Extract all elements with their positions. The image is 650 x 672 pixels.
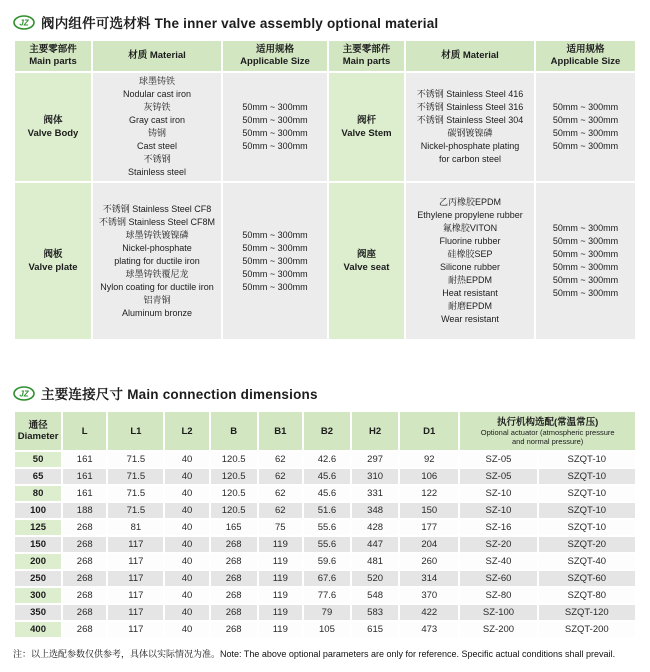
part-line: Valve seat [343, 262, 390, 273]
actuator-cell: SZ-200 [460, 622, 536, 637]
dimension-cell: 188 [63, 503, 106, 518]
diameter-cell: 50 [15, 452, 61, 467]
material-cell [406, 73, 534, 181]
material-line: 氟橡胶VITON [442, 223, 498, 233]
size-cell [536, 73, 635, 181]
size-line: 50mm ~ 300mm [242, 281, 308, 292]
material-line: 球墨铸铁镀镍磷 [125, 229, 189, 240]
material-line: Silicone rubber [439, 262, 501, 272]
material-line: Wear resistant [441, 314, 499, 324]
dimension-cell: 40 [165, 571, 208, 586]
dimension-cell: 161 [63, 452, 106, 467]
actuator-header-en: and normal pressure) [512, 436, 584, 446]
actuator-cell: SZ-10 [460, 486, 536, 501]
size-line: 50mm ~ 300mm [242, 102, 308, 112]
part-line: 阀板 [43, 249, 63, 260]
title-zh: 主要连接尺寸 [41, 387, 124, 402]
dimension-cell: 92 [400, 452, 458, 467]
dimension-cell: 268 [211, 622, 257, 637]
dimension-cell: 40 [165, 605, 208, 620]
header-H2: H2 [352, 412, 398, 450]
dimension-cell: 106 [400, 469, 458, 484]
material-line: 硅橡胶SEP [447, 249, 493, 259]
material-row-body-stem [15, 73, 635, 181]
dimension-cell: 447 [352, 537, 398, 552]
dimension-cell: 40 [165, 622, 208, 637]
actuator-cell: SZ-60 [460, 571, 536, 586]
diameter-cell: 80 [15, 486, 61, 501]
size-line: 50mm ~ 300mm [242, 128, 308, 138]
header-optional-actuator [460, 412, 635, 450]
header-line: 适用规格 [566, 44, 605, 55]
material-line: Heat resistant [442, 288, 498, 298]
part-line: Valve Body [27, 128, 79, 139]
part-line: 阀座 [356, 249, 376, 260]
diameter-cell: 350 [15, 605, 61, 620]
dimension-cell: 161 [63, 469, 106, 484]
dimension-cell: 55.6 [304, 537, 350, 552]
svg-text:JZ: JZ [19, 389, 29, 398]
dimension-cell: 122 [400, 486, 458, 501]
actuator-cell: SZQT-10 [539, 503, 635, 518]
dimension-cell: 119 [259, 537, 302, 552]
size-line: 50mm ~ 300mm [242, 115, 308, 125]
dimension-cell: 75 [259, 520, 302, 535]
header-L: L [63, 412, 106, 450]
material-line: Nickel-phosphate [122, 242, 192, 253]
dimension-row [15, 537, 635, 552]
inner-material-table [13, 39, 637, 341]
dimension-cell: 161 [63, 486, 106, 501]
actuator-cell: SZ-05 [460, 469, 536, 484]
material-line: 灰铸铁 [143, 102, 171, 112]
dimension-cell: 268 [211, 537, 257, 552]
header-main-parts [15, 41, 91, 71]
dimension-cell: 268 [211, 605, 257, 620]
dimension-cell: 268 [63, 588, 106, 603]
footer-note [13, 647, 637, 660]
header-material [406, 41, 534, 71]
dimension-cell: 40 [165, 486, 208, 501]
material-line: 碳钢镀镍磷 [447, 128, 493, 138]
dimension-row [15, 452, 635, 467]
actuator-cell: SZ-40 [460, 554, 536, 569]
actuator-cell: SZ-20 [460, 537, 536, 552]
header-line: 材质 Material [441, 50, 499, 61]
part-cell-valve-seat [329, 183, 404, 339]
actuator-header-en: Optional actuator (atmospheric pressure [480, 427, 615, 437]
dimension-cell: 67.6 [304, 571, 350, 586]
dimension-cell: 310 [352, 469, 398, 484]
material-table-header-row [15, 41, 635, 71]
dimension-cell: 583 [352, 605, 398, 620]
dimension-cell: 370 [400, 588, 458, 603]
actuator-cell: SZQT-20 [539, 537, 635, 552]
dimension-cell: 79 [304, 605, 350, 620]
dimension-cell: 40 [165, 554, 208, 569]
dimension-cell: 314 [400, 571, 458, 586]
material-line: 球墨铸铁覆尼龙 [125, 268, 189, 279]
material-cell [406, 183, 534, 339]
actuator-cell: SZQT-10 [539, 469, 635, 484]
size-line: 50mm ~ 300mm [552, 262, 619, 272]
section-spacer [13, 341, 637, 381]
dimension-cell: 268 [211, 571, 257, 586]
material-cell [93, 73, 221, 181]
header-B1: B1 [259, 412, 302, 450]
dimension-cell: 268 [63, 605, 106, 620]
dimension-cell: 105 [304, 622, 350, 637]
dimension-cell: 40 [165, 469, 208, 484]
dimension-cell: 40 [165, 452, 208, 467]
size-line: 50mm ~ 300mm [242, 268, 308, 279]
diameter-cell: 250 [15, 571, 61, 586]
title-zh: 阀内组件可选材料 [41, 16, 151, 31]
dimension-cell: 268 [63, 537, 106, 552]
actuator-cell: SZQT-60 [539, 571, 635, 586]
header-L2: L2 [165, 412, 208, 450]
title-en: Main connection dimensions [127, 387, 318, 402]
size-line: 50mm ~ 300mm [552, 223, 619, 233]
dimension-cell: 62 [259, 469, 302, 484]
footer-note-en: Note: The above optional parameters are only for reference. Specific actual conditions shall prevail. [220, 649, 616, 659]
actuator-cell: SZ-80 [460, 588, 536, 603]
material-line: 不锈钢 Stainless Steel 416 [416, 89, 524, 99]
material-line: Cast steel [136, 141, 178, 151]
dimension-cell: 77.6 [304, 588, 350, 603]
header-line: Main parts [342, 56, 391, 67]
header-main-parts [329, 41, 404, 71]
material-line: 不锈钢 Stainless Steel CF8 [102, 203, 212, 214]
header-line: Main parts [29, 56, 77, 67]
actuator-cell: SZ-100 [460, 605, 536, 620]
page-title-dimensions [41, 383, 318, 403]
dimension-cell: 117 [108, 571, 163, 586]
material-row-plate-seat [15, 183, 635, 339]
dimension-cell: 45.6 [304, 469, 350, 484]
header-line: 通径 [28, 420, 48, 431]
material-line: 乙丙橡胶EPDM [438, 197, 501, 207]
actuator-cell: SZQT-80 [539, 588, 635, 603]
actuator-cell: SZ-16 [460, 520, 536, 535]
section1-title [13, 12, 637, 32]
material-line: 不锈钢 Stainless Steel 304 [416, 115, 524, 125]
actuator-cell: SZQT-10 [539, 486, 635, 501]
material-line: 铝青铜 [143, 294, 171, 305]
actuator-cell: SZQT-10 [539, 452, 635, 467]
dimension-cell: 117 [108, 537, 163, 552]
diameter-cell: 150 [15, 537, 61, 552]
header-diameter [15, 412, 61, 450]
dimension-row [15, 486, 635, 501]
dimension-cell: 55.6 [304, 520, 350, 535]
title-en: The inner valve assembly optional material [154, 16, 439, 31]
dimension-cell: 42.6 [304, 452, 350, 467]
dimensions-header-row [15, 412, 635, 450]
dimension-row [15, 469, 635, 484]
section2-title [13, 383, 637, 403]
dimension-cell: 520 [352, 571, 398, 586]
dimension-row [15, 503, 635, 518]
dimension-cell: 40 [165, 520, 208, 535]
actuator-cell: SZQT-40 [539, 554, 635, 569]
material-line: Ethylene propylene rubber [417, 210, 523, 220]
size-line: 50mm ~ 300mm [242, 255, 308, 266]
part-line: 阀体 [43, 115, 63, 126]
part-line: Valve Stem [341, 128, 392, 139]
dimension-cell: 40 [165, 588, 208, 603]
brand-logo-icon [13, 386, 35, 401]
dimension-cell: 297 [352, 452, 398, 467]
actuator-cell: SZQT-10 [539, 520, 635, 535]
footer-note-zh: 注：以上选配参数仅供参考，具体以实际情况为准。 [13, 649, 221, 659]
header-applicable-size [536, 41, 635, 71]
dimension-cell: 165 [211, 520, 257, 535]
header-line: Applicable Size [240, 56, 310, 67]
page-title-materials [41, 12, 438, 32]
material-line: 耐磨EPDM [447, 301, 492, 311]
dimension-cell: 119 [259, 571, 302, 586]
material-line: Nylon coating for ductile iron [100, 281, 214, 292]
dimension-cell: 268 [211, 554, 257, 569]
svg-text:JZ: JZ [19, 18, 29, 27]
material-line: 耐热EPDM [447, 275, 492, 285]
size-line: 50mm ~ 300mm [552, 249, 619, 259]
header-line: Applicable Size [550, 56, 621, 67]
material-line: Aluminum bronze [121, 307, 193, 318]
actuator-cell: SZ-10 [460, 503, 536, 518]
size-line: 50mm ~ 300mm [552, 288, 619, 298]
dimension-row [15, 588, 635, 603]
size-line: 50mm ~ 300mm [552, 275, 619, 285]
dimension-cell: 481 [352, 554, 398, 569]
dimension-cell: 615 [352, 622, 398, 637]
size-line: 50mm ~ 300mm [242, 242, 308, 253]
dimension-cell: 204 [400, 537, 458, 552]
material-line: 铸钢 [147, 128, 166, 138]
brand-logo-icon [13, 15, 35, 30]
dimension-cell: 428 [352, 520, 398, 535]
dimension-cell: 62 [259, 452, 302, 467]
dimension-cell: 268 [211, 588, 257, 603]
header-line: 材质 Material [128, 50, 186, 61]
dimension-row [15, 520, 635, 535]
material-line: plating for ductile iron [114, 255, 200, 266]
material-line: Nodular cast iron [122, 89, 192, 99]
dimension-cell: 177 [400, 520, 458, 535]
dimension-cell: 268 [63, 622, 106, 637]
size-line: 50mm ~ 300mm [552, 128, 619, 138]
dimension-cell: 120.5 [211, 452, 257, 467]
part-cell-valve-body [15, 73, 91, 181]
dimension-cell: 348 [352, 503, 398, 518]
diameter-cell: 200 [15, 554, 61, 569]
size-line: 50mm ~ 300mm [552, 236, 619, 246]
size-line: 50mm ~ 300mm [242, 141, 308, 151]
size-line: 50mm ~ 300mm [552, 115, 619, 125]
dimension-cell: 71.5 [108, 469, 163, 484]
dimension-cell: 548 [352, 588, 398, 603]
material-line: Stainless steel [127, 167, 187, 177]
actuator-header-zh: 执行机构选配(常温常压) [497, 416, 599, 428]
dimension-cell: 268 [63, 571, 106, 586]
part-line: Valve plate [28, 262, 78, 273]
dimension-cell: 422 [400, 605, 458, 620]
dimension-cell: 331 [352, 486, 398, 501]
size-line: 50mm ~ 300mm [552, 141, 619, 151]
dimension-cell: 119 [259, 554, 302, 569]
actuator-cell: SZ-05 [460, 452, 536, 467]
connection-dimensions-table [13, 410, 637, 639]
header-line: 主要零部件 [29, 44, 77, 55]
part-cell-valve-stem [329, 73, 404, 181]
dimension-cell: 117 [108, 554, 163, 569]
dimension-cell: 62 [259, 503, 302, 518]
dimension-cell: 120.5 [211, 486, 257, 501]
dimension-cell: 71.5 [108, 486, 163, 501]
dimension-cell: 120.5 [211, 503, 257, 518]
part-line: 阀杆 [356, 115, 376, 126]
header-line: 适用规格 [255, 44, 294, 55]
dimension-row [15, 571, 635, 586]
material-line: 不锈钢 [143, 154, 171, 164]
dimension-cell: 117 [108, 622, 163, 637]
diameter-cell: 300 [15, 588, 61, 603]
diameter-cell: 100 [15, 503, 61, 518]
dimension-cell: 81 [108, 520, 163, 535]
dimension-cell: 260 [400, 554, 458, 569]
material-line: 不锈钢 Stainless Steel CF8M [98, 216, 216, 227]
dimension-cell: 117 [108, 605, 163, 620]
size-line: 50mm ~ 300mm [552, 102, 619, 112]
header-B2: B2 [304, 412, 350, 450]
size-cell [536, 183, 635, 339]
size-cell [223, 73, 327, 181]
dimension-cell: 150 [400, 503, 458, 518]
dimension-cell: 117 [108, 588, 163, 603]
dimension-cell: 40 [165, 537, 208, 552]
header-L1: L1 [108, 412, 163, 450]
size-line: 50mm ~ 300mm [242, 229, 308, 240]
dimensions-table-body [15, 452, 635, 637]
header-line: 主要零部件 [342, 44, 391, 55]
actuator-cell: SZQT-120 [539, 605, 635, 620]
dimension-cell: 268 [63, 554, 106, 569]
dimension-cell: 473 [400, 622, 458, 637]
part-cell-valve-plate [15, 183, 91, 339]
header-line: Diameter [17, 431, 59, 442]
header-B: B [211, 412, 257, 450]
diameter-cell: 65 [15, 469, 61, 484]
dimension-cell: 71.5 [108, 452, 163, 467]
dimension-cell: 119 [259, 605, 302, 620]
material-line: Gray cast iron [128, 115, 186, 125]
header-D1: D1 [400, 412, 458, 450]
diameter-cell: 400 [15, 622, 61, 637]
dimension-cell: 71.5 [108, 503, 163, 518]
diameter-cell: 125 [15, 520, 61, 535]
material-line: 球墨铸铁 [138, 76, 175, 86]
material-line: 不锈钢 Stainless Steel 316 [416, 102, 524, 112]
dimension-cell: 119 [259, 622, 302, 637]
dimension-cell: 119 [259, 588, 302, 603]
dimension-cell: 59.6 [304, 554, 350, 569]
dimension-cell: 45.6 [304, 486, 350, 501]
material-line: for carbon steel [438, 154, 502, 164]
dimension-cell: 268 [63, 520, 106, 535]
dimension-row [15, 605, 635, 620]
dimension-cell: 40 [165, 503, 208, 518]
dimension-cell: 51.6 [304, 503, 350, 518]
size-cell [223, 183, 327, 339]
material-cell [93, 183, 221, 339]
actuator-cell: SZQT-200 [539, 622, 635, 637]
header-material [93, 41, 221, 71]
dimension-cell: 62 [259, 486, 302, 501]
dimension-row [15, 622, 635, 637]
dimension-cell: 120.5 [211, 469, 257, 484]
material-line: Nickel-phosphate plating [420, 141, 520, 151]
dimension-row [15, 554, 635, 569]
header-applicable-size [223, 41, 327, 71]
material-line: Fluorine rubber [439, 236, 501, 246]
